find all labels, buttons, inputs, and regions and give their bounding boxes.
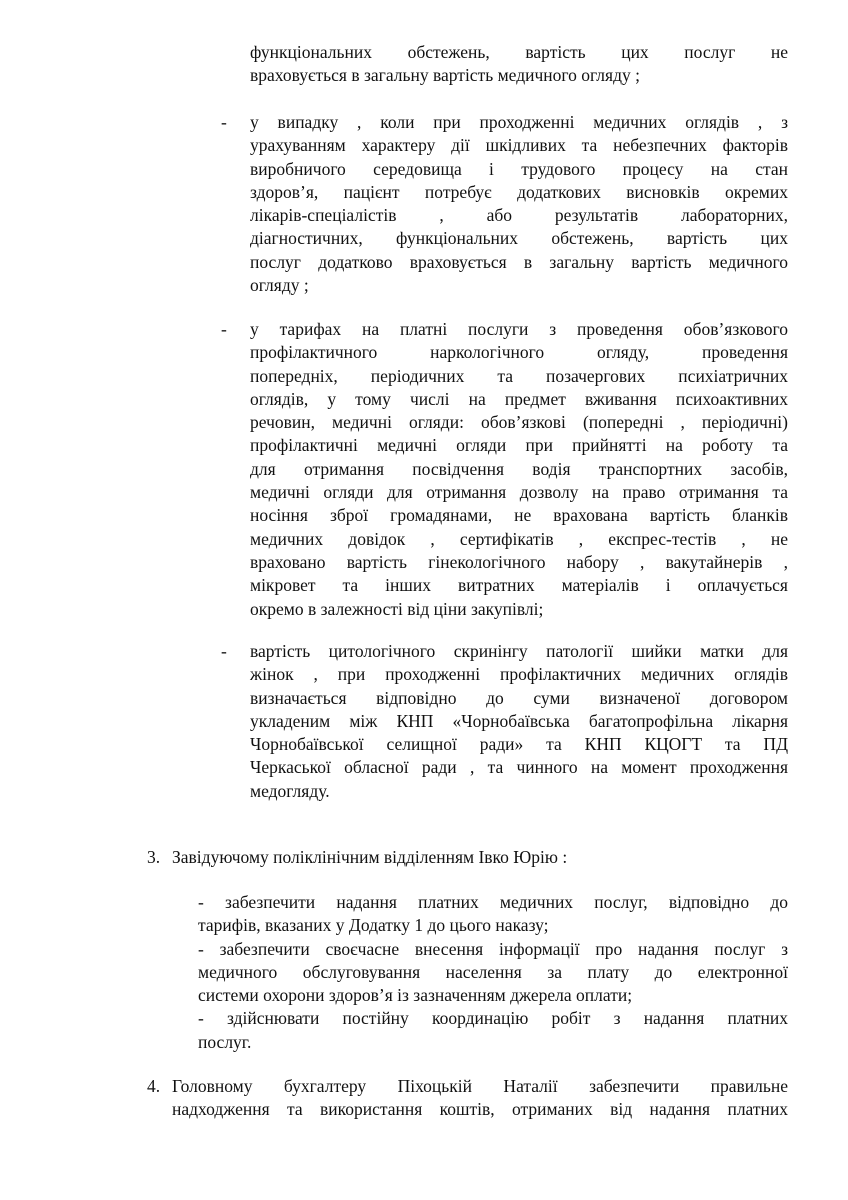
- text-line: Чорнобаївської селищної ради» та КНП КЦОГТ та ПД: [250, 734, 788, 755]
- bullet-paragraph-1: [250, 111, 788, 297]
- text-line: речовин, медичні огляди: обов’язкові (попередні , періодичні): [250, 412, 788, 433]
- text-line: - забезпечити своєчасне внесення інформації про надання послуг з: [198, 938, 788, 959]
- text-line: Завідуючому поліклінічним відділенням Івко Юрію :: [172, 847, 568, 867]
- text-line: огляду ;: [250, 275, 309, 296]
- text-line: вартість цитологічного скринінгу патології шийки матки для: [250, 641, 788, 661]
- text-line: лікарів-спеціалістів , або результатів лабораторних,: [250, 205, 788, 226]
- text-line: урахуванням характеру дії шкідливих та небезпечних факторів: [250, 135, 788, 156]
- text-line: надходження та використання коштів, отриманих від надання платних: [172, 1099, 788, 1120]
- text-line: медичного обслуговування населення за плату до електронної: [198, 961, 788, 982]
- text-line: медогляду.: [250, 780, 330, 801]
- list-number: 3.: [147, 847, 161, 867]
- text-line: медичні огляди для отримання дозволу на право отримання та: [250, 482, 788, 503]
- text-line: жінок , при проходженні профілактичних медичних оглядів: [250, 664, 788, 685]
- text-line: - здійснювати постійну координацію робіт з надання платних: [198, 1008, 788, 1029]
- text-line: Черкаської обласної ради , та чинного на момент проходження: [250, 757, 788, 778]
- continuation-paragraph: [250, 41, 788, 88]
- text-line: - забезпечити надання платних медичних послуг, відповідно до: [198, 892, 788, 912]
- bullet-dash: -: [221, 641, 227, 661]
- text-line: укладеним між КНП «Чорнобаївська багатопрофільна лікарня: [250, 710, 788, 731]
- text-line: функціональних обстежень, вартість цих послуг не: [250, 42, 788, 62]
- text-line: діагностичних, функціональних обстежень, вартість цих: [250, 228, 788, 249]
- bullet-dash: -: [221, 319, 227, 339]
- text-line: визначається відповідно до суми визначеної договором: [250, 687, 788, 708]
- list-number: 4.: [147, 1076, 161, 1096]
- text-line: здоров’я, пацієнт потребує додаткових висновків окремих: [250, 181, 788, 202]
- text-line: для отримання посвідчення водія транспортних засобів,: [250, 458, 788, 479]
- text-line: враховується в загальну вартість медичного огляду ;: [250, 65, 640, 86]
- text-line: медичних довідок , сертифікатів , експрес-тестів , не: [250, 528, 788, 549]
- text-line: окремо в залежності від ціни закупівлі;: [250, 598, 544, 619]
- text-line: профілактичного наркологічного огляду, проведення: [250, 342, 788, 363]
- text-line: виробничого середовища і трудового процесу на стан: [250, 158, 788, 179]
- item-3-heading: [172, 846, 788, 869]
- text-line: враховано вартість гінекологічного набору , вакутайнерів ,: [250, 551, 788, 572]
- text-line: системи охорони здоров’я із зазначенням джерела оплати;: [198, 985, 633, 1006]
- text-line: профілактичні медичні огляди при прийнятті на роботу та: [250, 435, 788, 456]
- item-3-body: [198, 891, 788, 1054]
- bullet-paragraph-3: [250, 640, 788, 803]
- bullet-dash: -: [221, 112, 227, 132]
- text-line: у тарифах на платні послуги з проведення обов’язкового: [250, 319, 788, 339]
- text-line: послуг.: [198, 1031, 252, 1052]
- text-line: Головному бухгалтеру Піхоцькій Наталії забезпечити правильне: [172, 1076, 788, 1096]
- text-line: носіння зброї громадянами, не врахована вартість бланків: [250, 505, 788, 526]
- bullet-paragraph-2: [250, 318, 788, 621]
- text-line: тарифів, вказаних у Додатку 1 до цього наказу;: [198, 915, 549, 936]
- text-line: оглядів, у тому числі на предмет вживання психоактивних: [250, 388, 788, 409]
- text-line: у випадку , коли при проходженні медичних оглядів , з: [250, 112, 788, 132]
- text-line: послуг додатково враховується в загальну вартість медичного: [250, 251, 788, 272]
- text-line: попередніх, періодичних та позачергових психіатричних: [250, 365, 788, 386]
- text-line: мікровет та інших витратних матеріалів і оплачується: [250, 575, 788, 596]
- item-4-body: [172, 1075, 788, 1122]
